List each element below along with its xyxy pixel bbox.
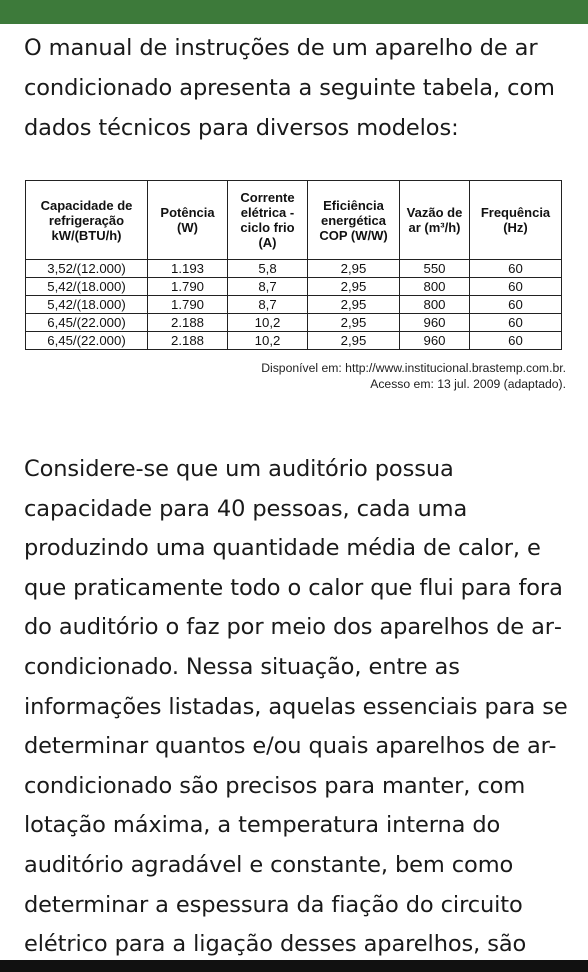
table-cell: 960 bbox=[400, 314, 470, 332]
table-row bbox=[26, 260, 562, 278]
header-potencia: Potência (W) bbox=[148, 181, 228, 260]
table-cell: 8,7 bbox=[228, 278, 308, 296]
table-cell: 60 bbox=[470, 332, 562, 350]
table-cell: 960 bbox=[400, 332, 470, 350]
table-cell: 60 bbox=[470, 278, 562, 296]
table-cell: 1.790 bbox=[148, 278, 228, 296]
table-cell: 2,95 bbox=[308, 260, 400, 278]
table-row bbox=[26, 296, 562, 314]
header-frequencia: Frequência (Hz) bbox=[470, 181, 562, 260]
table-cell: 5,42/(18.000) bbox=[26, 296, 148, 314]
table-cell: 800 bbox=[400, 296, 470, 314]
question-paragraph: Considere-se que um auditório possua capacidade para 40 pessoas, cada uma produzindo uma quantidade média de calor, e que praticamente todo o calor que flui para fora do auditório o faz por meio dos aparelhos de ar‐condicionado. Nessa situação, entre as informações listadas, aquelas essenciais para se determinar quantos e/ou quais aparelhos de ar-condicionado são precisos para manter, com lotação máxima, a temperatura interna do auditório agradável e constante, bem como determinar a espessura da fiação do circuito elétrico para a ligação desses aparelhos, são bbox=[24, 456, 568, 958]
table-cell: 60 bbox=[470, 314, 562, 332]
table-cell: 6,45/(22.000) bbox=[26, 314, 148, 332]
table-row bbox=[26, 332, 562, 350]
table-cell: 550 bbox=[400, 260, 470, 278]
specs-table-container bbox=[25, 180, 561, 350]
source-line-2: Acesso em: 13 jul. 2009 (adaptado). bbox=[370, 377, 566, 391]
header-vazao: Vazão de ar (m³/h) bbox=[400, 181, 470, 260]
header-corrente: Corrente elétrica - ciclo frio (A) bbox=[228, 181, 308, 260]
table-cell: 1.790 bbox=[148, 296, 228, 314]
table-cell: 10,2 bbox=[228, 332, 308, 350]
table-cell: 2.188 bbox=[148, 332, 228, 350]
table-cell: 5,8 bbox=[228, 260, 308, 278]
table-cell: 2,95 bbox=[308, 332, 400, 350]
table-cell: 6,45/(22.000) bbox=[26, 332, 148, 350]
header-capacidade: Capacidade de refrigeração kW/(BTU/h) bbox=[26, 181, 148, 260]
table-cell: 3,52/(12.000) bbox=[26, 260, 148, 278]
table-cell: 8,7 bbox=[228, 296, 308, 314]
table-row bbox=[26, 314, 562, 332]
table-cell: 60 bbox=[470, 260, 562, 278]
source-citation bbox=[261, 360, 566, 392]
source-line-1: Disponível em: http://www.institucional.brastemp.com.br. bbox=[261, 361, 566, 375]
header-eficiencia: Eficiência energética COP (W/W) bbox=[308, 181, 400, 260]
table-header-row bbox=[26, 181, 562, 260]
table-cell: 2,95 bbox=[308, 278, 400, 296]
table-cell: 1.193 bbox=[148, 260, 228, 278]
specs-table bbox=[25, 180, 562, 350]
table-cell: 10,2 bbox=[228, 314, 308, 332]
top-bar bbox=[0, 0, 588, 24]
table-cell: 800 bbox=[400, 278, 470, 296]
table-cell: 2.188 bbox=[148, 314, 228, 332]
bottom-bar bbox=[0, 960, 588, 972]
table-cell: 2,95 bbox=[308, 314, 400, 332]
table-cell: 60 bbox=[470, 296, 562, 314]
table-row bbox=[26, 278, 562, 296]
table-cell: 2,95 bbox=[308, 296, 400, 314]
intro-paragraph: O manual de instruções de um aparelho de ar condicionado apresenta a seguinte tabela, com dados técnicos para diversos modelos: bbox=[24, 35, 555, 141]
table-cell: 5,42/(18.000) bbox=[26, 278, 148, 296]
